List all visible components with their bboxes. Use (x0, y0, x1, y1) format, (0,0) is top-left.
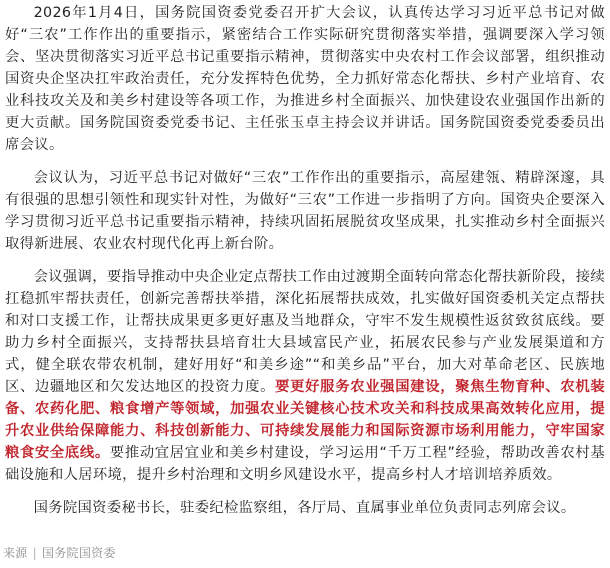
source-name: 国务院国资委 (41, 546, 116, 560)
paragraph-3 (0, 266, 610, 486)
source-line (3, 545, 116, 561)
source-label: 来源 (3, 546, 28, 560)
paragraph-1-text: 2026年1月4日，国务院国资委党委召开扩大会议，认真传达学习习近平总书记对做好“三农”工作作出的重要指示，紧密结合工作实际研究贯彻落实举措，强调要深入学习领会、坚决贯彻落实习近平总书记重要指示精神，贯彻落实中央农村工作会议部署，组织推动国资央企坚决扛牢政治责任，充分发挥特色优势，全力抓好常态化帮扶、乡村产业培育、农业科技攻关及和美乡村建设等各项工作，为推进乡村全面振兴、加快建设农业强国作出新的更大贡献。国务院国资委党委书记、主任张玉卓主持会议并讲话。国务院国资委党委委员出席会议。 (5, 5, 605, 153)
paragraph-4-text: 国务院国资委秘书长，驻委纪检监察组，各厅局、直属事业单位负责同志列席会议。 (33, 500, 576, 516)
paragraph-3-text-b: 要推动宜居宜业和美乡村建设，学习运用“千万工程”经验，帮助改善农村基础设施和人居环境，提升乡村治理和文明乡风建设水平，提高乡村人才培训培养质效。 (5, 445, 606, 483)
paragraph-3-highlight-text: 要更好服务农业强国建设，聚焦生物育种、农机装备、农药化肥、粮食增产等领域，加强农业关键核心技术攻关和科技成果高效转化应用，提升农业供给保障能力、科技创新能力、可持续发展能力和国际资源市场利用能力，守牢国家粮食安全底线。 (5, 379, 605, 461)
source-separator: | (32, 546, 37, 560)
paragraph-1 (0, 0, 610, 156)
paragraph-4 (0, 497, 610, 519)
paragraph-2-text: 会议认为，习近平总书记对做好“三农”工作作出的重要指示，高屋建瓴、精辟深邃，具有很强的思想引领性和现实针对性，为做好“三农”工作进一步指明了方向。国资央企要深入学习贯彻习近平总书记重要指示精神，持续巩固拓展脱贫攻坚成果，扎实推动乡村全面振兴取得新进展、农业农村现代化再上新台阶。 (5, 170, 605, 252)
paragraph-3-text-a: 会议强调，要指导推动中央企业定点帮扶工作由过渡期全面转向常态化帮扶新阶段，接续扛稳抓牢帮扶责任，创新完善帮扶举措，深化拓展帮扶成效，扎实做好国资委机关定点帮扶和对口支援工作，让帮扶成果更多更好惠及当地群众，守牢不发生规模性返贫致贫底线。要助力乡村全面振兴，支持帮扶县培育壮大县域富民产业，拓展农民参与产业发展渠道和方式，健全联农带农机制，建好用好“和美乡途”“和美乡品”平台，加大对革命老区、民族地区、边疆地区和欠发达地区的投资力度。 (5, 269, 605, 395)
paragraph-2 (0, 167, 610, 255)
